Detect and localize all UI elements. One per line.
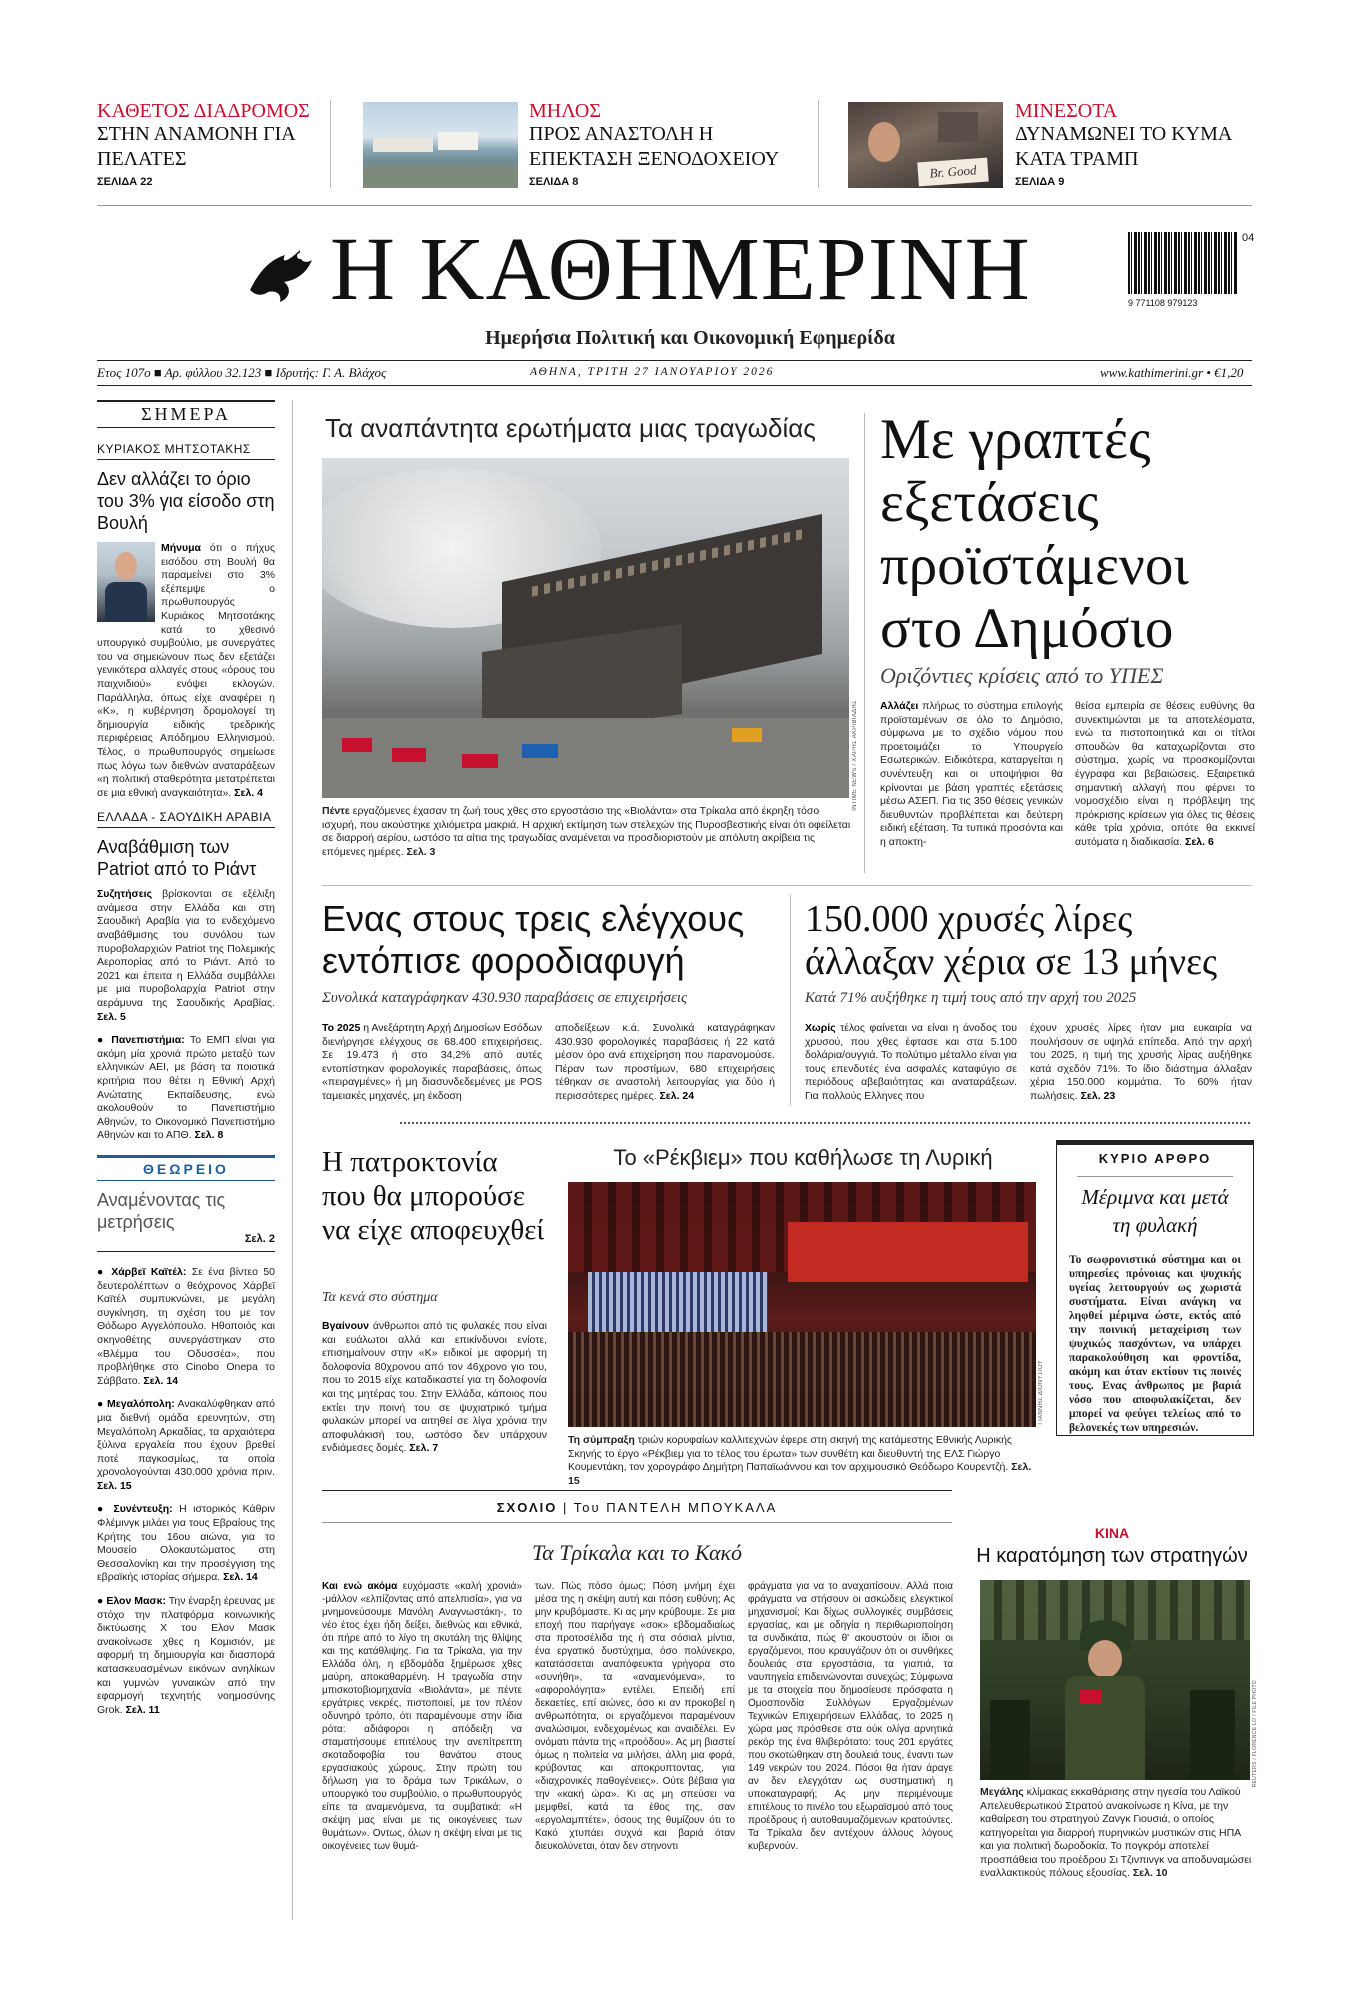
dateline-rule-bottom (97, 385, 1252, 386)
tax-column-2 (555, 1022, 775, 1104)
barcode-number: 9 771108 979123 (1128, 298, 1198, 308)
tax-headline[interactable]: Ενας στους τρεις ελέγχους εντόπισε φοροδιαφυγή (322, 898, 745, 981)
column-author: Του ΠΑΝΤΕΛΗ ΜΠΟΥΚΑΛΑ (573, 1500, 778, 1515)
page-ref[interactable]: Σελ. 10 (1132, 1867, 1168, 1879)
sidebar-bullet: ● Χάρβεϊ Καϊτέλ: Σε ένα βίντεο 50 δευτερολέπτων ο θεόχρονος Χάρβεϊ Καϊτέλ συμπυκνώνει, με μεγάλη συγκίνηση, τη σχέση του με τον Θόδωρο Αγγελόπουλο. Ηθοποιός και σκηνοθέτης συνεργάστηκαν στο «Βλέμμα του Οδυσσέα», που προβλήθηκε στο Cinobo Onepa το Σάββατο. Σελ. 14 (97, 1265, 276, 1387)
page-ref[interactable]: Σελ. 8 (194, 1129, 224, 1142)
dateline-center: ΑΘΗΝΑ, ΤΡΙΤΗ 27 ΙΑΝΟΥΑΡΙΟΥ 2026 (530, 366, 775, 378)
gold-headline[interactable]: 150.000 χρυσές λίρες άλλαξαν χέρια σε 13 μήνες (805, 898, 1218, 983)
opera-caption (568, 1434, 1038, 1488)
body-text: ότι ο πήχυς εισόδου στη Βουλή θα παραμείνει στο 3% εξέπεμψε ο πρωθυπουργός Κυριάκος Μητσοτάκης κατά το χθεσινό υπουργικό συμβούλιο, με συνεργάτες του να σημειώνουν πως δεν εξετάζει γενικότερα αλλαγές στους «όρους του παιχνιδιού» ενόψει εκλογών. Παράλληλα, όπως είχε αναφέρει η «Κ», η κυβέρνηση δρομολογεί τη δημιουργία ειδικής τρεδρικής περιφέρειας Απόδημου Ελληνισμού. Τέλος, ο πρωθυπουργός σημείωσε πως λόγω των διεθνών αναταράξεων «η πολιτική σταθερότητα μετατρέπεται σε μια εθνική αναγκαιότητα». (97, 542, 276, 799)
section-rule (322, 1522, 952, 1523)
sidebar-item-1 (97, 542, 275, 800)
body-text: πλήρως το σύστημα επιλογής προϊσταμένων σε όλο το Δημόσιο, σύμφωνα με το σχέδιο νόμου που προετοιμάζει το Υπουργείο Εσωτερικών. Ειδικότερα, καταργείται η συνέντευξη και οι υποψήφιοι θα κρίνονται με βάση γραπτές εξετάσεις μέσω ΑΣΕΠ. Για τις 350 θέσεις γενικών διευθυντών προβλέπεται και δεύτερη ειδική εξέταση. Τα τυπικά προσόντα και η αποκτη- (880, 700, 1063, 848)
body-text: ευχόμαστε «καλή χρονιά» -μάλλον «ελπίζοντας από απελπισία», για να μνημονεύσουμε Μανόλη Αναγνωστάκη-, το νέο έτος έχει ήδη δείξει, διεθνώς και εθνικά, ότι πήρε από το λίγο τη σκυτάλη της θλίψης και της κατάθλιψης. Για τα Τρίκαλα, για την Ελλάδα όλη, η εβδομάδα ξημέρωσε χθες μαύρη, αποκαθαρμένη. Η τραγωδία στην μπισκοτοβιομηχανία «Βιολάντα», με πέντε εργάτριες νεκρές, πιστοποιεί, με τον πλέον οδυνηρό τρόπο, ότι παραμένουμε στην ίδια ρότα: αδιάφοροι η απόδειξη να σταματήσουμε επιτέλους την ανεπίτρεπτη σκοταδοφοβία του θανάτου στους εργασιακούς χώρους. Στην πρώτη του δήλωση για το δράμα των Τρικάλων, ο υπουργικό του συμβούλιο, ο πρωθυπουργός είπε τα αναμενόμενα, τα συμβατικά: «Η σκέψη μας είναι με τις οικογένειες των θυμάτων». Οντως, όλων η σκέψη είναι με τις οικογένειες των θυμά- (322, 1581, 523, 1852)
section-rule (322, 1490, 952, 1491)
theoreio-label: ΘΕΩΡΕΙΟ (97, 1155, 275, 1181)
china-photo[interactable] (980, 1580, 1250, 1780)
body-text: βρίσκονται σε εξέλιξη ανάμεσα στην Ελλάδα και στη Σαουδική Αραβία για το ενδεχόμενο αναβάθμισης του συνόλου των πυροβολαρχιών Patriot της Πολεμικής Αεροπορίας από το Ριάντ. Από το 2021 και έπειτα η Ελλάδα συμβάλλει με μια πυροβολαρχία Patriot στην αεράμυνα της Σαουδικής Αραβίας. (97, 888, 276, 1010)
patricide-body (322, 1320, 547, 1456)
lead-word: Το 2025 (322, 1022, 361, 1034)
page-ref[interactable]: Σελ. 23 (1080, 1089, 1116, 1102)
lead-column-1 (880, 700, 1063, 850)
promo-1[interactable] (97, 100, 319, 188)
photo-credit: INTIME NEWS / ΧΑΡΗΣ ΑΚΡΙΒΙΑΔΗΣ (852, 700, 858, 811)
lead-word: Ελον Μασκ: (106, 1595, 166, 1608)
column-header: ΣΧΟΛΙΟ | Του ΠΑΝΤΕΛΗ ΜΠΟΥΚΑΛΑ (496, 1500, 778, 1515)
sidebar-headline[interactable]: Δεν αλλάζει το όριο του 3% για είσοδο στη Βουλή (97, 469, 275, 533)
page-ref[interactable]: Σελ. 11 (125, 1703, 160, 1716)
lead-word: Μεγάλης (980, 1786, 1024, 1798)
sidebar-bullet: ● Ελον Μασκ: Την έναρξη έρευνας με στόχο την πλατφόρμα κοινωνικής δικτύωσης Χ του Ελον Μασκ ανακοίνωσε χθες η Κομισιόν, με αφορμή τη δημιουργία και διασπορά κατασκευασμένων εικόνων ανηλίκων και γυμνών γυναικών από την εφαρμογή τεχνητής νοημοσύνης Grok. Σελ. 11 (97, 1595, 275, 1716)
masthead-logo-icon (240, 230, 320, 310)
patricide-headline[interactable]: Η πατροκτονία που θα μπορούσε να είχε αποφευχθεί (322, 1146, 545, 1246)
promo-title: ΠΡΟΣ ΑΝΑΣΤΟΛΗ Η ΕΠΕΚΤΑΣΗ ΞΕΝΟΔΟΧΕΙΟΥ (529, 123, 780, 170)
column-col-1 (322, 1580, 522, 1853)
lead-word: Βγαίνουν (322, 1320, 369, 1332)
sidebar-headline[interactable]: Αναβάθμιση των Patriot από το Ριάντ (97, 837, 257, 880)
page-ref[interactable]: Σελ. 2 (97, 1233, 275, 1252)
page-ref[interactable]: Σελ. 5 (97, 1010, 126, 1023)
protest-sign: Br. Good (917, 158, 989, 187)
china-caption (980, 1786, 1252, 1881)
lead-word: Συνέντευξη: (113, 1503, 173, 1516)
sidebar-bullet: ● Μεγαλόπολη: Ανακαλύφθηκαν από μια διεθνή ομάδα ερευνητών, στη Μεγαλόπολη Αρκαδίας, τα αρχαιότερα ξύλινα εργαλεία που έχουν βρεθεί ποτέ παγκοσμίως, τα οποία χρονολογούνται 430.000 χρόνια πριν. Σελ. 15 (97, 1398, 275, 1492)
body-text: αποδείξεων κ.ά. Συνολικά καταγράφηκαν 430.930 φορολογικές παραβάσεις ή 22 κατά μέσον όρο ανά επιχείρηση που παρανομούσε. Πέραν των προστίμων, 680 επιχειρήσεις τέθηκαν σε αναστολή λειτουργίας για δύο ή περισσότερες ημέρες. (555, 1022, 775, 1102)
promo-divider (330, 100, 331, 188)
tax-subtitle: Συνολικά καταγράφηκαν 430.930 παραβάσεις σε επιχειρήσεις (322, 990, 688, 1006)
editorial-body: Το σωφρονιστικό σύστημα και οι υπηρεσίες πρόνοιας και ψυχικής υγείας λειτουργούν ως χωριστά συστήματα. Είναι ανάγκη να ληφθεί μέριμνα ώστε, εκτός από την ποινική μεταχείριση των ψυχικώς πασχόντων, να υπάρχει παρακολούθηση και φροντίδα, ακόμη και όταν εκτίουν τις ποινές τους. Ενας άνθρωπος με βαριά νόσο που αποφυλακίζεται, δεν μπορεί να φεύγει τελείως από το βελονεκές των υπηρεσιών. (1069, 1254, 1241, 1434)
china-headline[interactable]: Η καρατόμηση των στρατηγών (976, 1545, 1248, 1567)
body-text: Σε ένα βίντεο 50 δευτερολέπτων ο θεόχρονος Χάρβεϊ Καϊτέλ συμπυκνώνει, με μεγάλη συγκίνηση, τη σχέση του με τον Θόδωρο Αγγελόπουλο. Ηθοποιός και σκηνοθέτης συνεργάστηκαν στο «Βλέμμα του Οδυσσέα», που προβλήθηκε στο Cinobo Onepa το Σάββατο. (97, 1265, 276, 1387)
lead-column-2 (1075, 700, 1255, 850)
promo-divider (818, 100, 819, 188)
body-text: Η ιστορικός Κάθριν Φλέμινγκ μιλάει για τους Εβραίους της Κρήτης του 16ου αιώνα, για το Μουσείο Ολοκαυτώματος στη Θεσσαλονίκη και την προσέγγιση της εβραϊκής ιστορίας σήμερα. (97, 1503, 275, 1584)
gold-column-1 (805, 1022, 1017, 1104)
promo-page: ΣΕΛΙΔΑ 9 (1015, 176, 1065, 188)
avatar (97, 542, 155, 622)
body-text: των. Πώς πόσο όμως; Πόση μνήμη έχει μέσα της η σκέψη αυτή και πόση ευθύνη; Ας μην κρυβόμαστε. Κι ας μην κρύβουμε. Σε μια εποχή που παρήγαγε «σοκ» εβδομαδιαίως στα προτοσέλιδα της ή στα σόσιαλ μίντια, ένα εργατικό δυστύχημα, όσο πολύνεκρο, κατατάσσεται αναπόφευκτα γρήγορα στο «συνήθη», τα «αναμενόμενα», το «αφορολόγητα» εντέλει. Επειδή επί δεκαετίες, επί αιώνες, όσο κι αν προκοβεί η ανθρωπότητα, οι εργαζόμενοι παραμένουν αναλώσιμοι, ενδεχομένως και αναιδέλει. Εν ονόματι πάντα της «προόδου». Ας μη βιαστεί όμως η πολιτεία να μιλήσει, άλλη μια φορά, κρύβοντας και αποκρυπτοντας, για «διαχρονικές παθογένειες». Ούτε βέβαια για την «κακή ώρα». Κι ας μη σπεύσει να μεμφθεί, κατά τα έθος της, σαν «εργολαμπτέτε», όσους της θυμίζουν ότι το Κακό χτυπάει συχνά και βαριά όταν διευκολύνεται, όταν δεν στηνοντι (535, 1581, 735, 1852)
body-text: φράγματα για να το αναχαιτίσουν. Αλλά ποια φράγματα να στήσουν οι ασκώδεις ελεγκτικοί μηχανισμοί; Και δίχως συλλογικές συμβάσεις εργασίας, και με οδηγία η περιθωριοποίηση τα συνδικάτα, πώς θ' ακουστούν οι ίδιοι οι εργαζόμενοι, που κραυγάζουν ότι οι συνθήκες δουλειάς στα εργοστάσια, τα γιαπιά, τα ναυπηγεία επιδεινώνονται συνεχώς; Σύμφωνα με τα στοιχεία που δημοσίευσε πρόσφατα η Ομοσπονδία Συλλόγων Εργαζομένων Τεχνικών Επιχειρήσεων Ελλάδας, το 2025 η χώρα μας πρόσθεσε στα ούκ ολίγα αρνητικά ρεκόρ της ένα θλιβερότατο: τους 201 εργάτες που σκοτώθηκαν στη δουλειά τους, έναντι των 149 νεκρών του 2024. Πόσοι θα ήταν άραγε αν δεν ελεγχόταν ως συστηματική η υποκαταγραφή; Ας μην περιμένουμε επιτέλους το πινέλο του εξωραϊσμού από τους προέδρους ή αυτοθαυμαζόμενων κρατούντες. Τα Τρίκαλα δεν αντέχουν άλλους λόγους κυβερνούν. (748, 1581, 953, 1852)
dateline-right: www.kathimerini.gr • €1,20 (1100, 365, 1244, 380)
column-divider (864, 413, 865, 873)
body-text: Το ΕΜΠ είναι για ακόμη μία χρονιά πρώτο μεταξύ των ελληνικών ΑΕΙ, με βάση τα ποιοτικά κριτήρια που θέτει η Εθνική Αρχή Ανώτατης Εκπαίδευσης, ενώ ακολουθούν το Πανεπιστήμιο Αθηνών, το Οικονομικό Πανεπιστήμιο Αθηνών και το ΑΠΘ. (97, 1034, 275, 1142)
lead-word: Χωρίς (805, 1022, 836, 1034)
page-ref[interactable]: Σελ. 15 (97, 1479, 132, 1492)
lead-word: Συζητήσεις (97, 888, 153, 901)
fire-photo[interactable] (322, 458, 849, 798)
tax-column-1 (322, 1022, 542, 1104)
sidebar: ΣΗΜΕΡΑ ΚΥΡΙΑΚΟΣ ΜΗΤΣΟΤΑΚΗΣ Δεν αλλάζει το όριο του 3% για είσοδο στη Βουλή Μήνυμα ότι ο πήχυς εισόδου στη Βουλή θα παραμείνει στο 3% εξέπεμψε ο πρωθυπουργός Κυριάκος Μητσοτάκης κατά το χθεσινό υπουργικό συμβούλιο, με συνεργάτες του να σημειώνουν πως δεν εξετάζει γενικότερα αλλαγές στους «όρους του παιχνιδιού» ενόψει εκλογών. Παράλληλα, όπως είχε αναφέρει η «Κ», η κυβέρνηση δρομολογεί τη δημιουργία ειδικής τρεδρικής περιφέρειας Απόδημου Ελληνισμού. Τέλος, ο πρωθυπουργός σημείωσε πως λόγω των διεθνών αναταράξεων «η πολιτική σταθερότητα μετατρέπεται σε μια εθνική αναγκαιότητα». Σελ. 4 ΕΛΛΑΔΑ - ΣΑΟΥΔΙΚΗ ΑΡΑΒΙΑ Αναβάθμιση των Patriot από το Ριάντ Συζητήσεις βρίσκονται σε εξέλιξη ανάμεσα στην Ελλάδα και στη Σαουδική Αραβία για το ενδεχόμενο αναβάθμισης του συνόλου των πυροβολαρχιών Patriot της Πολεμικής Αεροπορίας από το Ριάντ. Από το 2021 και έπειτα η Ελλάδα συμβάλλει με μια πυροβολαρχία Patriot στην αεράμυνα της Σαουδικής Αραβίας. Σελ. 5 ● Πανεπιστήμια: Το ΕΜΠ είναι για ακόμη μία χρονιά πρώτο μεταξύ των ελληνικών ΑΕΙ, με βάση τα ποιοτικά κριτήρια που θέτει η Εθνική Αρχή Ανώτατης Εκπαίδευσης, ενώ ακολουθούν το Πανεπιστήμιο Αθηνών, το Οικονομικό Πανεπιστήμιο Αθηνών και το ΑΠΘ. Σελ. 8 ΘΕΩΡΕΙΟ Αναμένοντας τις μετρήσεις Σελ. 2 ● Χάρβεϊ Καϊτέλ: Σε ένα βίντεο 50 δευτερολέπτων ο θεόχρονος Χάρβεϊ Καϊτέλ συμπυκνώνει, με μεγάλη συγκίνηση, τη σχέση του με τον Θόδωρο Αγγελόπουλο. Ηθοποιός και σκηνοθέτης συνεργάστηκαν στο «Βλέμμα του Οδυσσέα», που προβλήθηκε στο Cinobo Onepa το Σάββατο. Σελ. 14 ● Μεγαλόπολη: Ανακαλύφθηκαν από μια διεθνή ομάδα ερευνητών, στη Μεγαλόπολη Αρκαδίας, τα αρχαιότερα ξύλινα εργαλεία που έχουν βρεθεί ποτέ παγκοσμίως, τα οποία χρονολογούνται 430.000 χρόνια πριν. Σελ. 15 ● Συνέντευξη: Η ιστορικός Κάθριν Φλέμινγκ μιλάει για τους Εβραίους της Κρήτης του 16ου αιώνα, για το Μουσείο Ολοκαυτώματος στη Θεσσαλονίκη και την προσέγγιση της εβραϊκής ιστορίας σήμερα. Σελ. 14 ● Ελον Μασκ: Την έναρξη έρευνας με στόχο την πλατφόρμα κοινωνικής δικτύωσης Χ του Ελον Μασκ ανακοίνωσε χθες η Κομισιόν, με αφορμή τη δημιουργία και διασπορά κατασκευασμένων εικόνων ανηλίκων και γυμνών γυναικών από την εφαρμογή τεχνητής νοημοσύνης Grok. Σελ. 11 (97, 400, 275, 1717)
caption-text: εργαζόμενες έχασαν τη ζωή τους χθες στο εργοστάσιο της «Βιολάντα» στα Τρίκαλα από έκρηξη τόσο ισχυρή, που ακούστηκε χιλιόμετρα μακριά. Η αρχική εκτίμηση των στελεχών της Πυροσβεστικής είναι ότι οφείλεται σε διαρροή αερίου, ωστόσο τα αίτια της τραγωδίας αναμένεται να προσδιοριστούν με απόλυτη ακρίβεια τις επόμενες ημέρες. (322, 805, 851, 858)
photo-caption (322, 805, 852, 859)
promo-minnesota-photo[interactable] (848, 102, 1003, 188)
page-ref[interactable]: Σελ. 14 (223, 1571, 258, 1584)
gold-subtitle: Κατά 71% αυξήθηκε η τιμή τους από την αρχή του 2025 (805, 990, 1137, 1006)
dateline-left: Ετος 107ο ■ Αρ. φύλλου 32.123 ■ Ιδρυτής: Γ. Α. Βλάχος (97, 365, 387, 380)
sidebar-kicker: ΚΥΡΙΑΚΟΣ ΜΗΤΣΟΤΑΚΗΣ (97, 442, 275, 460)
column-label: ΣΧΟΛΙΟ (496, 1500, 558, 1515)
column-divider (790, 895, 791, 1105)
opera-photo[interactable] (568, 1182, 1036, 1427)
patricide-subtitle: Τα κενά στο σύστημα (322, 1290, 438, 1305)
promo-milos-photo[interactable] (363, 102, 518, 188)
body-text: άνθρωποι από τις φυλακές που είναι και ευάλωτοι αλλά και επικίνδυνοι ενίοτε, επισημαίνουν στην «Κ» ειδικοί με αφορμή τη δολοφονία 80χρονου από τον 46χρονο γιο του, που το 2015 είχε καταδικαστεί για τη δολοφονία και της μητέρας του. Στην Ελλάδα, κάποιος που εκτίει την ποινή του σε ψυχιατρικό τμήμα φυλακών μπορεί να αιτηθεί σε λίγα χρόνια την αποφυλάκισή του, ωστόσο δεν υπάρχουν ενδιάμεσες δομές. (322, 1320, 548, 1455)
promo-title: ΣΤΗΝ ΑΝΑΜΟΝΗ ΓΙΑ ΠΕΛΑΤΕΣ (97, 123, 295, 170)
page-ref[interactable]: Σελ. 6 (1185, 835, 1214, 848)
sidebar-divider (292, 400, 293, 1920)
body-text: τέλος φαίνεται να είναι η άνοδος του χρυσού, που χθες έφτασε και στα 5.100 δολάρια/ουγγιά. Το πολύτιμο μέταλλο είναι για τους επενδυτές ένα ασφαλές καταφύγιο σε περιόδους αβεβαιότητας και αναταράξεων. Για πολλούς Ελληνες που (805, 1022, 1017, 1102)
promo-title: ΔΥΝΑΜΩΝΕΙ ΤΟ ΚΥΜΑ ΚΑΤΑ ΤΡΑΜΠ (1015, 123, 1232, 170)
column-col-2 (535, 1580, 735, 1853)
theoreio-headline[interactable]: Αναμένοντας τις μετρήσεις (97, 1189, 226, 1232)
lead-word: Μήνυμα (161, 542, 201, 554)
promo-kicker: ΜΗΛΟΣ (529, 100, 601, 122)
photo-headline[interactable]: Τα αναπάντητα ερωτήματα μιας τραγωδίας (325, 413, 816, 443)
editorial-label: ΚΥΡΙΟ ΑΡΘΡΟ (1098, 1151, 1212, 1166)
caption-text: τριών κορυφαίων καλλιτεχνών έφερε στη σκηνή της κατάμεστης Εθνικής Λυρικής Σκηνής το έργο «Ρέκβιεμ για το τέλος του έρωτα» των συνθέτη και διευθυντή της ΕΛΣ Γιώργο Κουμεντάκη, τον χορογράφο Δημήτρη Παπαϊωάννου και τον αρχιμουσικό Θεόδωρο Κουρεντζή. (568, 1434, 1012, 1473)
body-text: η Ανεξάρτητη Αρχή Δημοσίων Εσόδων διενήργησε ελέγχους σε 68.400 επιχειρήσεις. Σε 19.473 ή στο 34,2% από αυτές εντοπίστηκαν φορολογικές παραβάσεις, όπως «πειραγμένες» ή μη διασυνδεδεμένες με POS ταμειακές μηχανές, μη έκδοση (322, 1022, 543, 1102)
lead-word: Αλλάζει (880, 700, 919, 712)
lead-word: Πανεπιστήμια: (111, 1034, 185, 1047)
top-rule (97, 205, 1252, 206)
gold-column-2 (1030, 1022, 1252, 1104)
lead-word: Χάρβεϊ Καϊτέλ: (111, 1265, 187, 1278)
section-rule (322, 885, 1252, 886)
lead-headline[interactable]: Με γραπτές εξετάσεις προϊστάμενοι στο Δημόσιο (880, 408, 1189, 660)
page-ref[interactable]: Σελ. 3 (406, 845, 436, 858)
barcode (1128, 232, 1238, 294)
photo-credit: ΓΙΑΝΝΗΣ ΔΙΟΝΥΣΙΟΥ (1038, 1360, 1044, 1425)
lead-word: Πέντε (322, 805, 350, 817)
page-ref[interactable]: Σελ. 14 (143, 1374, 179, 1387)
page-ref[interactable]: Σελ. 24 (659, 1089, 695, 1102)
column-col-3 (748, 1580, 953, 1853)
promo-kicker: ΚΑΘΕΤΟΣ ΔΙΑΔΡΟΜΟΣ (97, 100, 310, 122)
sidebar-bullet: ● Συνέντευξη: Η ιστορικός Κάθριν Φλέμινγκ μιλάει για τους Εβραίους της Κρήτης του 16ου αιώνα, για το Μουσείο Ολοκαυτώματος στη Θεσσαλονίκη και την προσέγγιση της εβραϊκής ιστορίας σήμερα. Σελ. 14 (97, 1503, 275, 1584)
section-separator (400, 1122, 1250, 1124)
lead-word: Και ενώ ακόμα (322, 1581, 398, 1592)
lead-word: Τη σύμπραξη (568, 1434, 635, 1446)
editorial-headline[interactable]: Μέριμνα και μετά τη φυλακή (1077, 1176, 1233, 1239)
promo-kicker: ΜΙΝΕΣΟΤΑ (1015, 100, 1118, 122)
photo-credit: REUTERS / FLORENCE LO / FILE PHOTO (1252, 1680, 1258, 1788)
promo-page: ΣΕΛΙΔΑ 22 (97, 176, 153, 188)
dateline-rule-top (97, 360, 1252, 361)
page-ref[interactable]: Σελ. 7 (409, 1442, 439, 1455)
today-label: ΣΗΜΕΡΑ (97, 400, 275, 428)
opera-headline[interactable]: Το «Ρέκβιεμ» που καθήλωσε τη Λυρική (613, 1145, 993, 1170)
page-ref[interactable]: Σελ. 4 (234, 786, 263, 799)
promo-page: ΣΕΛΙΔΑ 8 (529, 176, 579, 188)
page-ref[interactable]: Σελ. 15 (568, 1461, 1032, 1487)
body-text: Την έναρξη έρευνας με στόχο την πλατφόρμα κοινωνικής δικτύωσης Χ του Ελον Μασκ ανακοίνωσε χθες η Κομισιόν, με αφορμή τη δημιουργία και διασπορά κατασκευασμένων εικόνων ανηλίκων και γυμνών γυναικών από την εφαρμογή τεχνητής νοημοσύνης Grok. (97, 1595, 275, 1716)
caption-text: κλίμακας εκκαθάρισης στην ηγεσία του Λαϊκού Απελευθερωτικού Στρατού ανακοίνωσε η Κίνα, με την καθαίρεση του στρατηγού Ζανγκ Γιουσιά, ο οποίος κατηγορείται για διαρροή πυρηνικών μυστικών στις ΗΠΑ και για πολιτική δωροδοκία. Το πογκρόμ αποτελεί προσπάθεια του προέδρου Σι Τζινπινγκ να αποδυναμώσει εναλλακτικούς πόλους εξουσίας. (980, 1786, 1252, 1879)
body-text: Ανακαλύφθηκαν από μια διεθνή ομάδα ερευνητών, στη Μεγαλόπολη Αρκαδίας, τα αρχαιότερα ξύλινα εργαλεία που έχουν βρεθεί ποτέ παγκοσμίως, τα οποία χρονολογούνται 430.000 χρόνια πριν. (97, 1398, 275, 1479)
column-headline[interactable]: Τα Τρίκαλα και το Κακό (531, 1540, 743, 1565)
masthead-title[interactable]: Η ΚΑΘΗΜΕΡΙΝΗ (330, 220, 1031, 319)
editorial-box (1056, 1140, 1254, 1436)
body-text: έχουν χρυσές λίρες ήταν μια ευκαιρία να πουλήσουν σε υψηλά επίπεδα. Από την αρχή του 2025, η τιμή της χρυσής λίρας αυξήθηκε κατά σχεδόν 71%. Το ίδιο διάστημα άλλαξαν χέρια 150.000 κομμάτια. Το 60% ήταν πωλήσεις. (1030, 1022, 1252, 1102)
promo-2[interactable] (529, 100, 809, 188)
masthead-subtitle: Ημερήσια Πολιτική και Οικονομική Εφημερίδα (485, 327, 895, 349)
lead-subtitle: Οριζόντιες κρίσεις από το ΥΠΕΣ (880, 663, 1164, 688)
sidebar-kicker: ΕΛΛΑΔΑ - ΣΑΟΥΔΙΚΗ ΑΡΑΒΙΑ (97, 810, 275, 828)
china-kicker: ΚΙΝΑ (1094, 1525, 1130, 1541)
body-text: θείσα εμπειρία σε θέσεις ευθύνης θα συνεκτιμώνται με τα αποτελέσματα, ενώ τα πιστοποιητικά και οι τίτλοι σπουδών θα καταχωρίζονται στο σύστημα, χωρίς να προσκομίζονται έγγραφα και βεβαιώσεις. Εξαιρετικά σημαντική αλλαγή που φέρνει το νομοσχέδιο είναι η πρόβλεψη της πρόκρισης κρίσεων για όλες τις θέσεις κάθε τρία χρόνια, οπότε θα εκκινεί αυτόματα η διαδικασία. (1075, 700, 1255, 848)
promo-3[interactable] (1015, 100, 1255, 188)
barcode-issue: 04 (1242, 232, 1255, 244)
lead-word: Μεγαλόπολη: (107, 1398, 175, 1411)
